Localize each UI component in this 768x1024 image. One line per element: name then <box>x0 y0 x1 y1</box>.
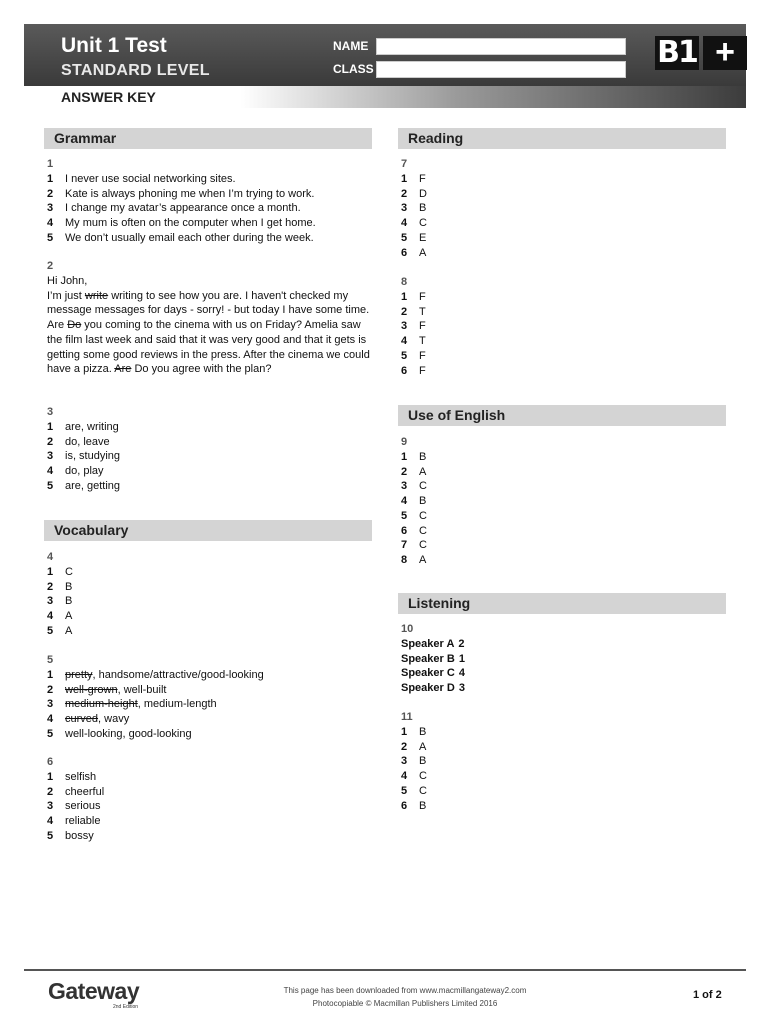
item-answer: I change my avatar’s appearance once a month. <box>65 202 301 215</box>
header-band <box>24 24 746 86</box>
item-answer: D <box>419 187 427 200</box>
answer-item <box>401 494 427 509</box>
item-answer: C <box>419 770 427 783</box>
answer-item <box>47 594 73 609</box>
answer-item <box>401 349 426 364</box>
item-number: 1 <box>401 451 408 463</box>
item-number: 1 <box>401 726 408 738</box>
item-number: 2 <box>401 187 408 200</box>
answer-item <box>401 652 465 667</box>
answer-item <box>47 435 120 450</box>
item-answer: Kate is always phoning me when I’m trying to work. <box>65 187 315 200</box>
item-answer: A <box>419 465 427 478</box>
vocabulary-q4 <box>47 550 73 639</box>
item-number: 5 <box>47 624 54 637</box>
answer-item <box>47 201 316 216</box>
item-number: Speaker C <box>401 667 455 680</box>
item-number: 6 <box>401 364 408 377</box>
item-answer: is, studying <box>65 450 121 463</box>
gateway-logo: Gateway <box>48 978 140 1004</box>
grammar-q1 <box>47 157 316 246</box>
answer-key-label: ANSWER KEY <box>61 89 156 105</box>
question-number: 9 <box>401 436 408 448</box>
vocabulary-q5 <box>47 653 264 742</box>
answer-item <box>401 290 426 305</box>
struck-word: well-grown <box>65 683 118 696</box>
letter-text: you coming to the cinema with us on Friday? Amelia saw the film last week and said that it was very good and that it gets is getting some good reviews in the press. After the cinema we could have a pizza. <box>47 319 370 376</box>
item-number: 5 <box>47 479 54 492</box>
item-answer: bossy <box>65 829 94 842</box>
item-number: 5 <box>47 727 54 740</box>
item-answer: , medium-length <box>137 698 217 711</box>
reading-q8 <box>401 275 426 378</box>
item-number: 1 <box>47 669 54 681</box>
reading-section-header <box>398 128 726 149</box>
answer-item <box>47 668 264 683</box>
item-answer: B <box>419 495 427 508</box>
item-answer: B <box>419 755 427 768</box>
item-number: 4 <box>401 335 408 348</box>
item-answer: 1 <box>458 652 465 665</box>
struck-word: pretty <box>65 669 93 681</box>
answer-item <box>401 465 427 480</box>
grammar-q2 <box>47 259 372 377</box>
item-number: Speaker B <box>401 652 455 665</box>
answer-item <box>47 624 73 639</box>
item-answer: B <box>65 580 73 593</box>
class-label: CLASS <box>333 62 374 76</box>
vocabulary-section-header <box>44 520 372 541</box>
item-number: 2 <box>47 435 54 448</box>
item-number: 2 <box>401 305 408 318</box>
section-title: Use of English <box>408 407 506 423</box>
item-answer: F <box>419 364 426 377</box>
answer-item <box>47 829 104 844</box>
question-number: 10 <box>401 623 414 635</box>
logo-plus: + <box>703 36 747 70</box>
answer-item <box>401 637 465 652</box>
item-number: 3 <box>401 202 408 215</box>
struck-word: write <box>84 289 109 302</box>
question-number: 4 <box>47 551 54 563</box>
answer-item <box>401 524 427 539</box>
test-title: Unit 1 Test <box>61 34 167 57</box>
item-answer: F <box>419 291 426 303</box>
item-answer: B <box>419 202 427 215</box>
item-answer: do, leave <box>65 435 110 448</box>
answer-item <box>401 769 427 784</box>
item-answer: A <box>419 553 427 566</box>
item-answer: A <box>419 246 427 259</box>
item-answer: do, play <box>65 465 104 478</box>
listening-section-header <box>398 593 726 614</box>
item-number: 3 <box>47 595 54 608</box>
item-answer: 4 <box>458 667 465 680</box>
answer-list <box>47 420 120 494</box>
item-number: 1 <box>401 173 408 185</box>
answer-item <box>401 187 427 202</box>
item-answer: T <box>419 335 426 348</box>
answer-list <box>47 565 73 639</box>
test-level: STANDARD LEVEL <box>61 62 210 79</box>
edition-label: 2nd Edition <box>113 1004 139 1010</box>
answer-list <box>401 450 427 568</box>
item-number: 4 <box>401 217 408 230</box>
item-number: 6 <box>401 246 408 259</box>
answer-item <box>47 799 104 814</box>
item-number: 6 <box>401 799 408 812</box>
struck-word: curved <box>65 713 99 726</box>
item-answer: C <box>419 539 427 552</box>
item-number: 1 <box>47 421 54 433</box>
item-number: 8 <box>401 553 408 566</box>
item-answer: 3 <box>458 682 465 695</box>
item-number: 3 <box>401 755 408 768</box>
item-answer: F <box>419 320 426 333</box>
answer-item <box>47 565 73 580</box>
item-answer: cheerful <box>65 785 105 798</box>
item-number: 3 <box>47 202 54 215</box>
answer-item <box>401 201 427 216</box>
answer-item <box>401 246 427 261</box>
question-number: 6 <box>47 756 54 768</box>
answer-key-bar <box>24 86 746 108</box>
item-number: 3 <box>401 320 408 333</box>
answer-item <box>401 538 427 553</box>
item-answer: , well-built <box>117 683 167 696</box>
item-number: Speaker D <box>401 682 455 695</box>
reading-q7 <box>401 157 427 260</box>
answer-list <box>401 637 465 696</box>
item-number: 1 <box>47 771 54 783</box>
answer-item <box>47 770 104 785</box>
grammar-section-header <box>44 128 372 149</box>
answer-item <box>401 754 427 769</box>
answer-item <box>47 187 316 202</box>
item-answer: , wavy <box>98 713 130 726</box>
name-label: NAME <box>333 39 369 53</box>
answer-item <box>401 509 427 524</box>
letter-body <box>47 289 372 377</box>
item-answer: C <box>419 509 427 522</box>
logo-level: B1 <box>655 36 699 70</box>
item-number: 5 <box>401 509 408 522</box>
item-answer: F <box>419 349 426 362</box>
answer-list <box>401 290 426 378</box>
item-answer: well-looking, good-looking <box>65 727 192 740</box>
answer-item <box>47 609 73 624</box>
item-number: 5 <box>401 349 408 362</box>
footer-note <box>220 984 590 1010</box>
page-number: 1 of 2 <box>693 989 722 1001</box>
answer-item <box>47 231 316 246</box>
item-number: 4 <box>401 495 408 508</box>
answer-list <box>401 725 427 813</box>
vocabulary-q6 <box>47 755 104 844</box>
b1-plus-logo <box>655 33 747 71</box>
copyright-note: Photocopiable © Macmillan Publishers Limited 2016 <box>312 999 498 1008</box>
answer-item <box>401 305 426 320</box>
item-number: 2 <box>47 580 54 593</box>
question-number: 1 <box>47 158 54 170</box>
listening-q11 <box>401 710 427 813</box>
use-of-english-section-header <box>398 405 726 426</box>
item-answer: are, getting <box>65 479 121 492</box>
answer-item <box>401 799 427 814</box>
item-answer: B <box>419 726 427 738</box>
answer-item <box>401 319 426 334</box>
question-number: 5 <box>47 654 54 666</box>
item-number: 5 <box>47 829 54 842</box>
section-title: Vocabulary <box>54 522 129 538</box>
answer-item <box>401 334 426 349</box>
answer-item <box>47 785 104 800</box>
item-number: 3 <box>47 800 54 813</box>
class-field[interactable] <box>376 61 626 78</box>
answer-item <box>401 553 427 568</box>
answer-item <box>401 216 427 231</box>
answer-item <box>401 231 427 246</box>
answer-item <box>401 725 427 740</box>
item-number: 1 <box>47 566 54 578</box>
item-number: 5 <box>401 784 408 797</box>
use-of-english-q9 <box>401 435 427 568</box>
answer-item <box>47 727 264 742</box>
item-number: 1 <box>47 173 54 185</box>
item-number: 6 <box>401 524 408 537</box>
answer-item <box>401 450 427 465</box>
answer-list <box>47 770 104 844</box>
answer-item <box>47 420 120 435</box>
item-answer: E <box>419 231 427 244</box>
item-number: 7 <box>401 539 408 552</box>
item-number: 4 <box>47 217 54 230</box>
answer-item <box>401 172 427 187</box>
answer-list <box>47 172 316 246</box>
listening-q10 <box>401 622 465 696</box>
section-title: Reading <box>408 130 464 146</box>
item-answer: C <box>419 784 427 797</box>
item-number: 4 <box>401 770 408 783</box>
item-answer: C <box>65 566 73 578</box>
item-number: 1 <box>401 291 408 303</box>
name-field[interactable] <box>376 38 626 55</box>
item-answer: selfish <box>65 771 97 783</box>
struck-word: Do <box>67 319 82 332</box>
item-answer: We don’t usually email each other during the week. <box>65 231 314 244</box>
item-answer: C <box>419 480 427 493</box>
item-answer: reliable <box>65 815 101 828</box>
question-number: 8 <box>401 276 408 288</box>
answer-item <box>47 479 120 494</box>
item-answer: C <box>419 217 427 230</box>
answer-item <box>47 580 73 595</box>
item-number: 5 <box>47 231 54 244</box>
footer-divider <box>24 969 746 971</box>
answer-item <box>47 697 264 712</box>
item-number: 3 <box>401 480 408 493</box>
item-number: 2 <box>47 187 54 200</box>
item-answer: , handsome/attractive/good-looking <box>92 669 264 681</box>
answer-item <box>47 683 264 698</box>
item-answer: I never use social networking sites. <box>65 173 236 185</box>
section-title: Grammar <box>54 130 117 146</box>
letter-text: writing to see how you are. I haven't checked my message messages for days - sorry! - but today I have some time. Are <box>47 289 370 332</box>
answer-item <box>401 681 465 696</box>
struck-word: Are <box>114 363 132 376</box>
item-number: 4 <box>47 465 54 478</box>
letter-text: I’m just <box>47 289 85 302</box>
item-answer: My mum is often on the computer when I get home. <box>65 217 316 230</box>
question-number: 2 <box>47 260 54 272</box>
answer-item <box>47 216 316 231</box>
item-answer: A <box>65 624 73 637</box>
letter-greeting: Hi John, <box>47 275 88 287</box>
answer-list <box>401 172 427 260</box>
grammar-q3 <box>47 405 120 494</box>
answer-item <box>47 449 120 464</box>
item-answer: B <box>65 595 73 608</box>
item-number: 4 <box>47 610 54 623</box>
item-number: 5 <box>401 231 408 244</box>
question-number: 7 <box>401 158 408 170</box>
answer-item <box>47 712 264 727</box>
answer-list <box>47 668 264 742</box>
download-note: This page has been downloaded from www.macmillangateway2.com <box>283 986 527 995</box>
item-answer: B <box>419 451 427 463</box>
answer-item <box>401 479 427 494</box>
item-answer: serious <box>65 800 101 813</box>
item-answer: B <box>419 799 427 812</box>
item-answer: T <box>419 305 426 318</box>
struck-word: medium-height <box>65 698 138 711</box>
item-answer: A <box>419 740 427 753</box>
section-title: Listening <box>408 595 471 611</box>
answer-item <box>401 784 427 799</box>
letter-text: Do you agree with the plan? <box>131 363 272 376</box>
question-number: 3 <box>47 406 54 418</box>
item-answer: A <box>65 610 73 623</box>
item-answer: are, writing <box>65 421 119 433</box>
answer-item <box>401 740 427 755</box>
item-number: 2 <box>401 465 408 478</box>
item-answer: 2 <box>458 638 465 650</box>
answer-item <box>401 364 426 379</box>
question-number: 11 <box>401 711 413 723</box>
answer-item <box>47 172 316 187</box>
item-answer: C <box>419 524 427 537</box>
item-number: 3 <box>47 450 54 463</box>
item-number: 2 <box>47 785 54 798</box>
item-number: 3 <box>47 698 54 711</box>
item-number: 4 <box>47 713 54 726</box>
answer-item <box>47 814 104 829</box>
answer-item <box>47 464 120 479</box>
answer-item <box>401 666 465 681</box>
item-answer: F <box>419 173 426 185</box>
item-number: Speaker A <box>401 638 455 650</box>
item-number: 4 <box>47 815 54 828</box>
item-number: 2 <box>47 683 54 696</box>
item-number: 2 <box>401 740 408 753</box>
